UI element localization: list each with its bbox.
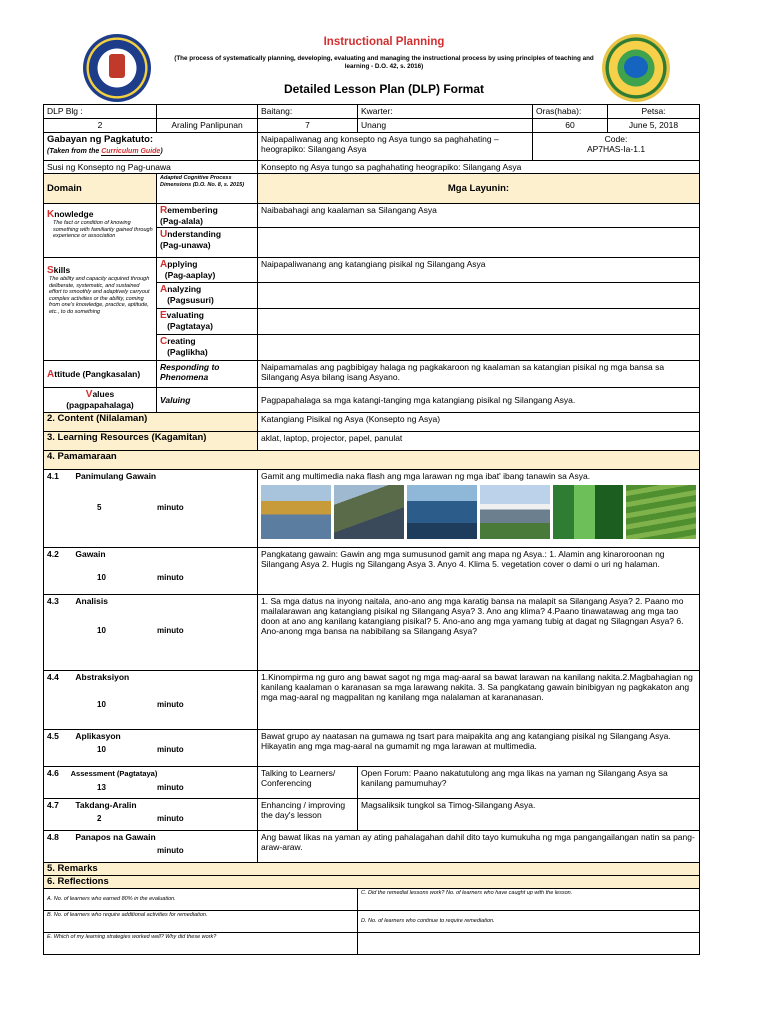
evaluating-dimension: Evaluating (Pagtataya) [157, 309, 258, 335]
step-4-6-strategy: Talking to Learners/ Conferencing [258, 767, 358, 799]
applying-objective: Naipapaliwanang ang katangiang pisikal ng Silangang Asya [258, 258, 700, 283]
understanding-dimension: Understanding (Pag-unawa) [157, 228, 258, 258]
step-4-5-cell: 4.5 Aplikasyon 10 minuto [44, 730, 258, 767]
objectives-header: Mga Layunin: [258, 174, 700, 204]
content-label: 2. Content (Nilalaman) [44, 413, 258, 432]
dlp-number-label: DLP Blg : [44, 105, 157, 119]
quarter-value: Unang [358, 119, 533, 133]
analyzing-dimension: Analyzing (Pagsusuri) [157, 283, 258, 309]
domain-header: Domain [44, 174, 157, 204]
curriculum-guide-note: (Taken from the Curriculum Guide) [47, 148, 163, 155]
date-value: June 5, 2018 [608, 119, 700, 133]
step-4-7-cell: 4.7 Takdang-Aralin 2 minuto [44, 799, 258, 831]
creating-dimension: Creating (Paglikha) [157, 335, 258, 361]
step-4-5-content: Bawat grupo ay naatasan na gumawa ng tsart para maipakita ang ang katangiang pisikal ng Silangang Asya. Hikayatin ang mga mag-aaral na gumamit ng mga larawan at multimedia. [258, 730, 700, 767]
attitude-domain: Attitude (Pangkasalan) [44, 361, 157, 388]
applying-dimension: Applying (Pag-aaplay) [157, 258, 258, 283]
learning-guide-cell [44, 133, 258, 161]
values-objective: Pagpapahalaga sa mga katangi-tanging mga katangiang pisikal ng Silangang Asya. [258, 388, 700, 413]
values-domain: Values (pagpapahalaga) [44, 388, 157, 413]
step-4-4-content: 1.Kinompirma ng guro ang bawat sagot ng mga mag-aaral sa bawat larawan na kanilang nakita.2.Magbahagian ng kanilang kaalaman o karanasan sa mga larawang nakita. 3. Sa pangkatang gawain binibigyan ng pagkakaton ang mga mag-aaral ng magpalitan ng kanilang mga nalalaman at karananasan. [258, 671, 700, 730]
landscape-photo-coast [407, 485, 477, 539]
procedure-label: 4. Pamamaraan [44, 451, 700, 470]
evaluating-objective [258, 309, 700, 335]
creating-objective [258, 335, 700, 361]
understanding-objective [258, 228, 700, 258]
landscape-photo-rice-terraces [626, 485, 696, 539]
content-value: Katangiang Pisikal ng Asya (Konsepto ng Asya) [258, 413, 700, 432]
dlp-number-value: 2 [44, 119, 157, 133]
knowledge-description: The fact or condition of knowing something with familiarity gained through experience or association [53, 220, 153, 239]
duration-label: Oras(haba): [533, 105, 608, 119]
resources-value: aklat, laptop, projector, papel, panulat [258, 432, 700, 451]
step-4-7-content: Magsaliksik tungkol sa Timog-Silangang Asya. [358, 799, 700, 831]
step-4-3-content: 1. Sa mga datus na inyong naitala, ano-ano ang mga karatig bansa na malapit sa Silangang Asya? 2. Paano mo mailalarawan ang katangiang pisikal ng Silangang Asya? 3. Ano ang klima? 4.Paano tinawatawag ang mga tao doon at ano ang kanilang katangiang pisikal? 5. Ano-ano ang mga yamang tubig at dagat ng Silagngan Asya? 6. Ano-anong mga bansa na nabibilang sa Silangang Asya? [258, 595, 700, 671]
skills-domain-cell: Skills The ability and capacity acquired through deliberate, systematic, and sustained effort to smoothly and adaptively carryout complex activities or the ability, coming from one's knowledge, practice, aptitude, etc., to do something [44, 258, 157, 361]
reflection-item-a: A. No. of learners who earned 80% in the evaluation. [44, 889, 358, 911]
deped-region-seal-logo [602, 34, 670, 102]
duration-value: 60 [533, 119, 608, 133]
step-4-2-content: Pangkatang gawain: Gawin ang mga sumusunod gamit ang mapa ng Asya.: 1. Alamin ang kinaroroonan ng Silangang Asya 2. Hugis ng Silangang Asya 3. Anyo 4. Klima 5. vegetation cover o dami o uri ng halaman. [258, 548, 700, 595]
analyzing-objective [258, 283, 700, 309]
valuing-dimension: Valuing [157, 388, 258, 413]
step-4-3-cell: 4.3 Analisis 10 minuto [44, 595, 258, 671]
subject-value: Araling Panlipunan [157, 119, 258, 133]
step-4-8-content: Ang bawat likas na yaman ay ating pahalagahan dahil dito tayo kumukuha ng mga pangangailangan natin sa pang-araw-araw. [258, 831, 700, 863]
grade-label: Baitang: [258, 105, 358, 119]
landscape-photo-forest [553, 485, 623, 539]
learning-competency-text: Naipapaliwanag ang konsepto ng Asya tungo sa paghahating – heograpiko: Silangang Asya [258, 133, 533, 161]
resources-label: 3. Learning Resources (Kagamitan) [44, 432, 258, 451]
attitude-objective: Naipamamalas ang pagbibigay halaga ng pagkakaroon ng kaalaman sa katangian pisikal ng mga bansa sa Silangang Asya bilang isang Asyano. [258, 361, 700, 388]
landscape-photo-lake [261, 485, 331, 539]
instructional-planning-title: Instructional Planning [323, 36, 445, 48]
step-4-6-content: Open Forum: Paano nakatutulong ang mga likas na yaman ng Silangang Asya sa kanilang pamumuhay? [358, 767, 700, 799]
key-concept-label: Susi ng Konsepto ng Pag-unawa [44, 161, 258, 174]
step-4-1-cell: 4.1 Panimulang Gawain 5 minuto [44, 470, 258, 548]
code-value: AP7HAS-Ia-1.1 [586, 144, 646, 154]
reflections-label: 6. Reflections [44, 876, 700, 889]
curriculum-guide-link[interactable]: Curriculum Guide [101, 148, 161, 155]
responding-dimension: Responding to Phenomena [157, 361, 258, 388]
document-header [0, 0, 768, 104]
knowledge-domain-cell: Knowledge The fact or condition of knowing something with familiarity gained through experience or association [44, 204, 157, 258]
remembering-dimension: Remembering (Pag-alala) [157, 204, 258, 228]
asia-landscape-gallery [261, 485, 696, 539]
remembering-objective: Naibabahagi ang kaalaman sa Silangang Asya [258, 204, 700, 228]
key-concept-value: Konsepto ng Asya tungo sa paghahating heograpiko: Silangang Asya [258, 161, 700, 174]
instructional-planning-description: (The process of systematically planning, developing, evaluating and managing the instructional process by using principles of teaching and learning - D.O. 42, s. 2016) [174, 55, 594, 70]
code-cell [533, 133, 700, 161]
step-4-4-cell: 4.4 Abstraksiyon 10 minuto [44, 671, 258, 730]
step-4-7-strategy: Enhancing / improving the day's lesson [258, 799, 358, 831]
cognitive-dimensions-header: Adapted Cognitive Process Dimensions (D.O. No. 8, s. 2015) [157, 174, 258, 204]
grade-value: 7 [258, 119, 358, 133]
landscape-photo-mount-fuji [480, 485, 550, 539]
step-4-6-cell: 4.6 Assessment (Pagtataya) 13 minuto [44, 767, 258, 799]
reflection-item-e: E. Which of my learning strategies worked well? Why did these work? [44, 933, 358, 955]
dlp-format-title: Detailed Lesson Plan (DLP) Format [283, 82, 485, 96]
remarks-label: 5. Remarks [44, 863, 700, 876]
reflection-item-b: B. No. of learners who require additional activities for remediation. [44, 911, 358, 933]
reflection-item-c: C. Did the remedial lessons work? No. of learners who have caught up with the lesson. [358, 889, 700, 911]
code-label: Code: [604, 134, 628, 144]
step-4-1-content: Gamit ang multimedia naka flash ang mga larawan ng mga ibat' ibang tanawin sa Asya. [258, 470, 700, 548]
reflection-item-d: D. No. of learners who continue to require remediation. [358, 911, 700, 933]
step-4-2-cell: 4.2 Gawain 10 minuto [44, 548, 258, 595]
quarter-label: Kwarter: [358, 105, 533, 119]
lesson-plan-table [43, 104, 700, 955]
step-4-8-cell: 4.8 Panapos na Gawain minuto [44, 831, 258, 863]
landscape-photo-great-wall [334, 485, 404, 539]
learning-guide-label: Gabayan ng Pagkatuto: [47, 134, 154, 145]
date-label: Petsa: [608, 105, 700, 119]
skills-description: The ability and capacity acquired through deliberate, systematic, and sustained effort to smoothly and adaptively carryout complex activities or the ability, coming from one's knowledge, practice, aptitude, etc., to do something [49, 276, 150, 315]
